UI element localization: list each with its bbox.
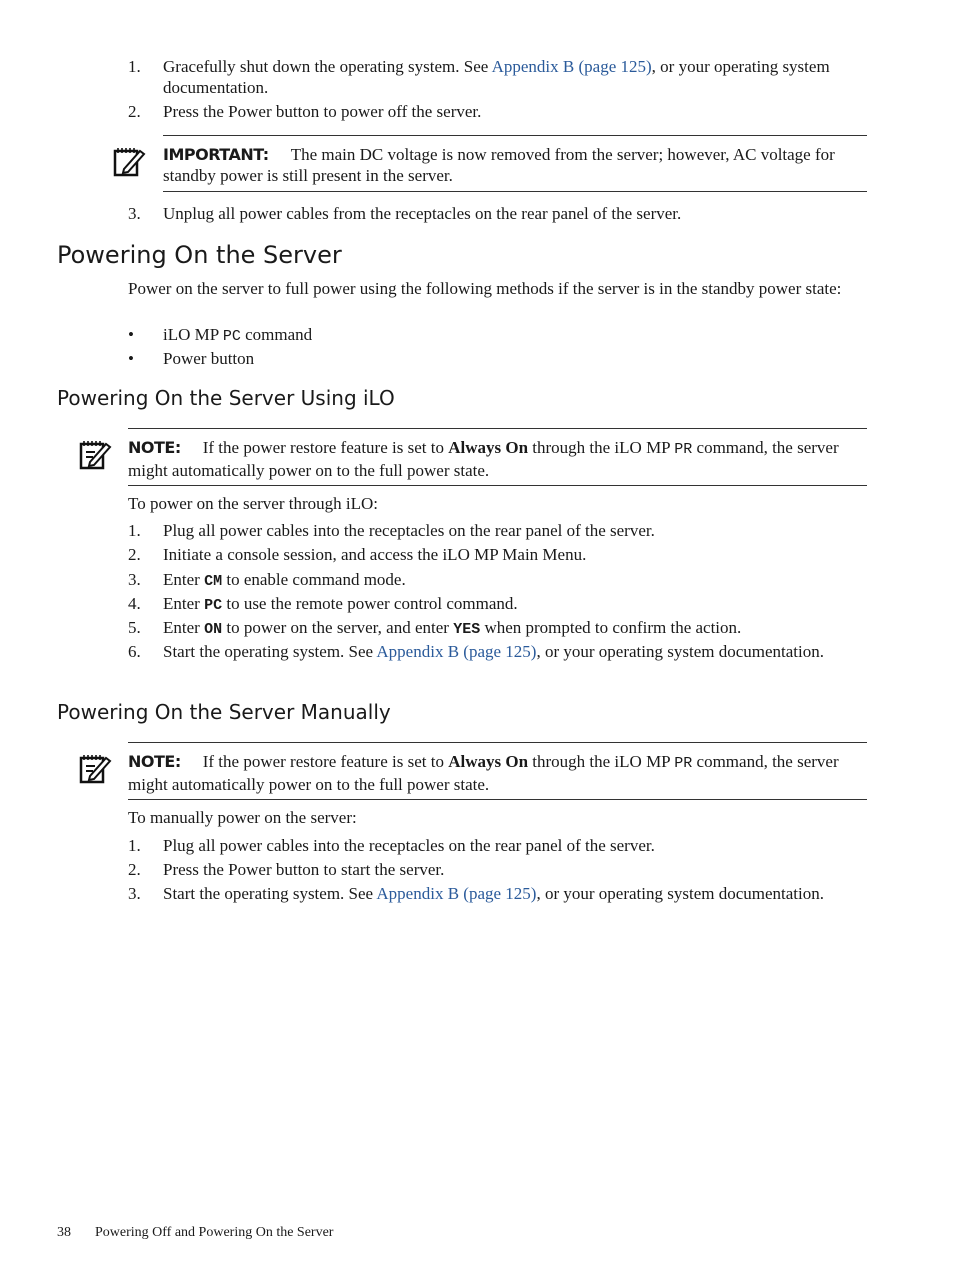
section-intro: Power on the server to full power using the following methods if the server is in the standby power state: (128, 279, 842, 298)
divider (128, 485, 867, 486)
footer-title: Powering Off and Powering On the Server (95, 1225, 334, 1240)
appendix-b-link[interactable]: Appendix B (page 125) (491, 57, 652, 76)
divider (163, 191, 867, 192)
section-heading: Powering On the Server (57, 241, 342, 269)
note-icon (78, 752, 112, 786)
divider (128, 742, 867, 743)
note-box: NOTE: If the power restore feature is set to Always On through the iLO MP PR command, the server might automatically power on to the full power state. (128, 438, 839, 480)
page-footer (57, 1222, 333, 1243)
divider (128, 428, 867, 429)
appendix-b-link[interactable]: Appendix B (page 125) (376, 884, 537, 903)
section-intro: To manually power on the server: (128, 808, 357, 827)
divider (128, 799, 867, 800)
note-box: NOTE: If the power restore feature is set to Always On through the iLO MP PR command, the server might automatically power on to the full power state. (128, 752, 839, 794)
important-note-icon (112, 145, 146, 179)
divider (163, 135, 867, 136)
important-note: IMPORTANT: The main DC voltage is now removed from the server; however, AC voltage for standby power is still present in the server. (163, 145, 835, 185)
appendix-b-link[interactable]: Appendix B (page 125) (376, 642, 537, 661)
subsection-heading: Powering On the Server Using iLO (57, 386, 395, 410)
note-icon (78, 438, 112, 472)
page-number: 38 (57, 1225, 71, 1240)
subsection-heading: Powering On the Server Manually (57, 700, 391, 724)
section-intro: To power on the server through iLO: (128, 494, 378, 513)
